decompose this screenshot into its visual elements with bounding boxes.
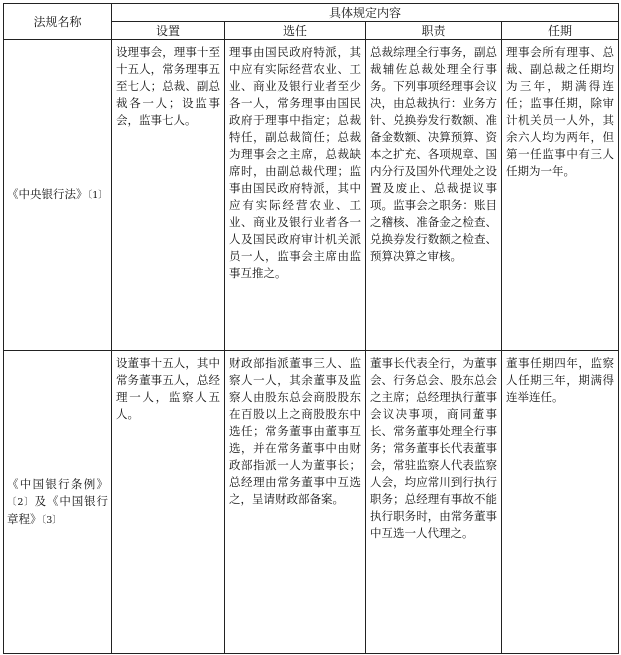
header-law-name: 法规名称 [4, 4, 112, 40]
selection-cell: 理事由国民政府特派，其中应有实际经营农业、工业、商业及银行业者至少各一人，常务理事由国民政府于理事中指定；总裁特任，副总裁简任；总裁为理事会之主席，总裁缺席时，由副总裁代理；监事由国民政府特派，其中应有实际经营农业、工业、商业及银行业者各一人及国民政府审计机关派员一人，监事会主席由监事互推之。 [225, 40, 366, 351]
table-row [4, 40, 619, 351]
citation-b: 〔3〕 [41, 514, 62, 526]
setup-cell: 设董事十五人，其中常务董事五人，总经理一人，监察人五人。 [112, 351, 225, 654]
header-selection: 选任 [225, 22, 366, 40]
term-cell: 理事会所有理事、总裁、副总裁之任期均为三年，期满得连任；监事任期，除审计机关员一人外，其余六人均为两年，但第一任监事中有三人任期为一年。 [502, 40, 619, 351]
header-term: 任期 [502, 22, 619, 40]
header-content-group: 具体规定内容 [112, 4, 619, 22]
law-name: 《中央银行法》 [7, 187, 88, 201]
header-duties: 职责 [366, 22, 502, 40]
law-name-b: 《中国银行章程》 [7, 493, 109, 526]
duties-cell: 总裁综理全行事务，副总裁辅佐总裁处理全行事务。下列事项经理事会议决，由总裁执行：业务方针、兑换券发行数额、准备金数额、决算预算、资本之扩充、各项规章、国内分行及国外代理处之设置及废止、总裁提议事项。监事会之职务：账目之稽核、准备金之检查、兑换券发行数额之检查、预算决算之审核。 [366, 40, 502, 351]
table-row [4, 351, 619, 654]
law-connector: 及 [34, 493, 48, 508]
duties-cell: 董事长代表全行，为董事会、行务总会、股东总会之主席；总经理执行董事会议决事项，商同董事长、常务董事处理全行事务；常务董事长代表董事会，常驻监察人代表监察人会，均应常川到行执行职务；总经理有事故不能执行职务时，由常务董事中互选一人代理之。 [366, 351, 502, 654]
law-name-cell [4, 40, 112, 351]
setup-cell: 设理事会，理事十至十五人，常务理事五至七人；总裁、副总裁各一人；设监事会，监事七人。 [112, 40, 225, 351]
selection-cell: 财政部指派董事三人、监察人一人，其余董事及监察人由股东总会商股股东在百股以上之商股股东中选任；常务董事由董事互选，并在常务董事中由财政部指派一人为董事长；总经理由常务董事中互选之，呈请财政部备案。 [225, 351, 366, 654]
term-cell: 董事任期四年，监察人任期三年，期满得连举连任。 [502, 351, 619, 654]
header-setup: 设置 [112, 22, 225, 40]
law-name: 《中国银行条例》 [7, 476, 108, 491]
law-name-cell [4, 351, 112, 654]
header-row-top [4, 4, 619, 22]
regulations-table [3, 3, 619, 654]
citation: 〔1〕 [87, 190, 108, 201]
citation: 〔2〕 [7, 496, 35, 508]
